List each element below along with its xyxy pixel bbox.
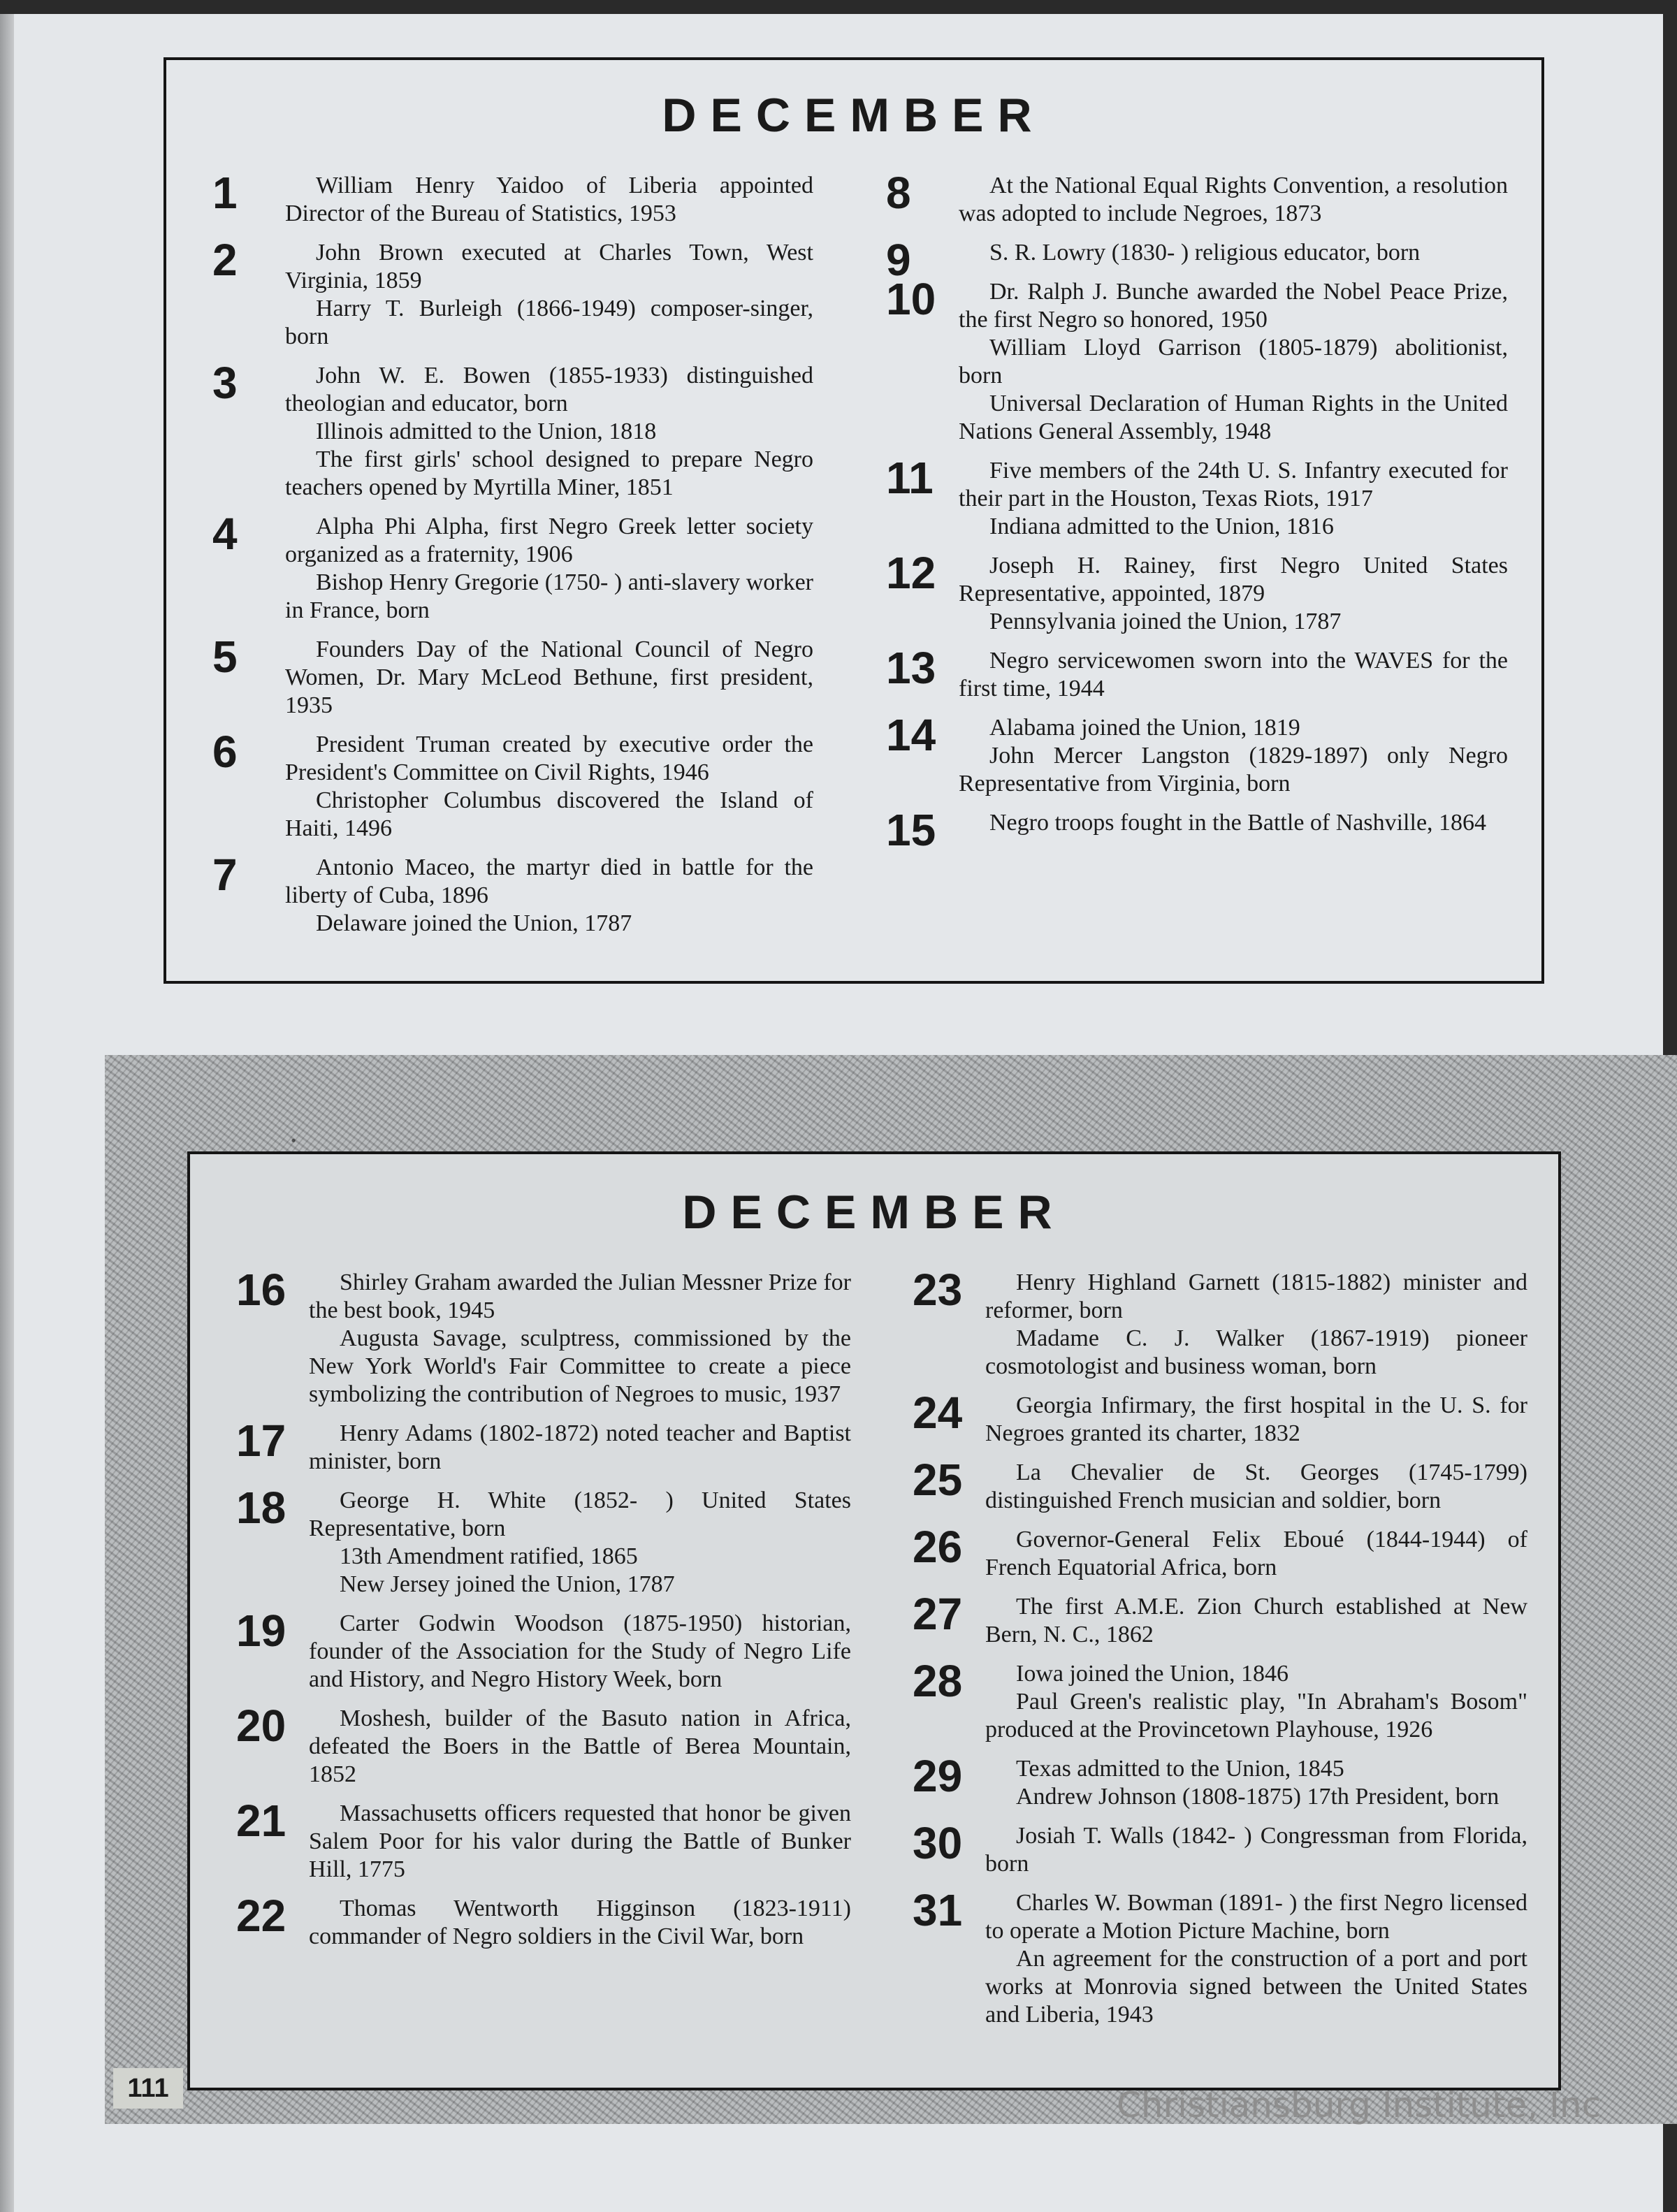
calendar-entry — [212, 235, 813, 351]
event-text: Delaware joined the Union, 1787 — [316, 910, 632, 936]
event-text: Henry Adams (1802-1872) noted teacher and Baptist minister, born — [309, 1420, 851, 1474]
calendar-entry — [236, 1701, 851, 1789]
day-number: 16 — [236, 1265, 286, 1315]
calendar-entry — [212, 632, 813, 720]
calendar-entry — [886, 168, 1508, 228]
event-text: William Henry Yaidoo of Liberia appointed Director of the Bureau of Statistics, 1953 — [285, 173, 813, 226]
event-text: Negro servicewomen sworn into the WAVES for the first time, 1944 — [959, 648, 1508, 701]
column-top-right — [886, 168, 1508, 855]
calendar-entry — [913, 1522, 1527, 1582]
calendar-entry — [913, 1455, 1527, 1515]
event-text: Texas admitted to the Union, 1845 — [1016, 1756, 1344, 1782]
calendar-entry — [212, 358, 813, 502]
day-number: 20 — [236, 1701, 286, 1751]
calendar-box-bottom — [187, 1151, 1561, 2090]
calendar-entry — [212, 509, 813, 625]
page-number: 111 — [113, 2068, 183, 2109]
event-text: Madame C. J. Walker (1867-1919) pioneer cosmotologist and business woman, born — [985, 1325, 1527, 1379]
event-text: William Lloyd Garrison (1805-1879) abolitionist, born — [959, 335, 1508, 388]
day-number: 7 — [212, 850, 238, 900]
day-number: 31 — [913, 1885, 963, 1935]
calendar-entry — [236, 1416, 851, 1476]
event-text: Joseph H. Rainey, first Negro United States Representative, appointed, 1879 — [959, 553, 1508, 606]
event-text: Indiana admitted to the Union, 1816 — [989, 514, 1334, 539]
calendar-entry — [236, 1796, 851, 1884]
event-text: Carter Godwin Woodson (1875-1950) historian, founder of the Association for the Study of Negro Life and History, and Negro History Week, born — [309, 1610, 851, 1692]
calendar-entry — [913, 1265, 1527, 1381]
event-text: Augusta Savage, sculptress, commissioned by the New York World's Fair Committee to create a piece symbolizing the contribution of Negroes to music, 1937 — [309, 1325, 851, 1407]
event-text: The first A.M.E. Zion Church established at New Bern, N. C., 1862 — [985, 1594, 1527, 1647]
event-text: The first girls' school designed to prepare Negro teachers opened by Myrtilla Miner, 1851 — [285, 446, 813, 500]
day-number: 3 — [212, 358, 238, 408]
event-text: Henry Highland Garnett (1815-1882) minister and reformer, born — [985, 1269, 1527, 1323]
event-text: George H. White (1852- ) United States Representative, born — [309, 1487, 851, 1541]
day-number: 17 — [236, 1416, 286, 1466]
event-text: Alabama joined the Union, 1819 — [989, 715, 1300, 741]
calendar-entry — [913, 1751, 1527, 1811]
event-text: John Mercer Langston (1829-1897) only Negro Representative from Virginia, born — [959, 743, 1508, 796]
day-number: 13 — [886, 643, 936, 693]
calendar-entry — [236, 1483, 851, 1599]
event-text: Shirley Graham awarded the Julian Messner Prize for the best book, 1945 — [309, 1269, 851, 1323]
event-text: Dr. Ralph J. Bunche awarded the Nobel Peace Prize, the first Negro so honored, 1950 — [959, 279, 1508, 333]
calendar-entry — [212, 168, 813, 228]
day-number: 18 — [236, 1483, 286, 1533]
day-number: 5 — [212, 632, 238, 682]
event-text: Harry T. Burleigh (1866-1949) composer-singer, born — [285, 296, 813, 349]
calendar-entry — [913, 1885, 1527, 2029]
calendar-entry — [886, 453, 1508, 541]
calendar-entry — [212, 850, 813, 938]
event-text: Alpha Phi Alpha, first Negro Greek letter society organized as a fraternity, 1906 — [285, 514, 813, 567]
calendar-entry — [913, 1388, 1527, 1448]
calendar-entry — [236, 1265, 851, 1409]
column-bottom-right — [913, 1265, 1527, 2040]
event-text: Christopher Columbus discovered the Island of Haiti, 1496 — [285, 787, 813, 841]
day-number: 12 — [886, 548, 936, 598]
event-text: Antonio Maceo, the martyr died in battle for the liberty of Cuba, 1896 — [285, 854, 813, 908]
day-number: 28 — [913, 1656, 963, 1706]
watermark: Christiansburg Institute, Inc — [1117, 2085, 1602, 2125]
calendar-entry — [236, 1606, 851, 1694]
column-top-left — [212, 168, 813, 949]
day-number: 23 — [913, 1265, 963, 1315]
event-text: New Jersey joined the Union, 1787 — [340, 1571, 675, 1597]
calendar-entry — [913, 1589, 1527, 1649]
calendar-entry — [886, 235, 1508, 285]
event-text: Georgia Infirmary, the first hospital in the U. S. for Negroes granted its charter, 1832 — [985, 1392, 1527, 1446]
calendar-entry — [212, 727, 813, 843]
day-number: 4 — [212, 509, 238, 559]
day-number: 21 — [236, 1796, 286, 1846]
event-text: Thomas Wentworth Higginson (1823-1911) commander of Negro soldiers in the Civil War, born — [309, 1896, 851, 1949]
calendar-entry — [236, 1891, 851, 1951]
event-text: Massachusetts officers requested that honor be given Salem Poor for his valor during the Battle of Bunker Hill, 1775 — [309, 1800, 851, 1882]
day-number: 10 — [886, 274, 936, 324]
event-text: Moshesh, builder of the Basuto nation in Africa, defeated the Boers in the Battle of Berea Mountain, 1852 — [309, 1705, 851, 1787]
event-text: Five members of the 24th U. S. Infantry executed for their part in the Houston, Texas Riots, 1917 — [959, 458, 1508, 511]
day-number: 24 — [913, 1388, 963, 1438]
event-text: Illinois admitted to the Union, 1818 — [316, 419, 657, 444]
calendar-entry — [886, 805, 1508, 855]
event-text: Andrew Johnson (1808-1875) 17th President, born — [1016, 1784, 1500, 1810]
event-text: Pennsylvania joined the Union, 1787 — [989, 609, 1342, 634]
day-number: 6 — [212, 727, 238, 777]
event-text: An agreement for the construction of a port and port works at Monrovia signed between the United States and Liberia, 1943 — [985, 1946, 1527, 2028]
event-text: Governor-General Felix Eboué (1844-1944) of French Equatorial Africa, born — [985, 1527, 1527, 1580]
day-number: 30 — [913, 1818, 963, 1868]
event-text: John W. E. Bowen (1855-1933) distinguished theologian and educator, born — [285, 363, 813, 416]
day-number: 15 — [886, 805, 936, 855]
calendar-entry — [886, 274, 1508, 446]
event-text: Josiah T. Walls (1842- ) Congressman from Florida, born — [985, 1823, 1527, 1877]
event-text: S. R. Lowry (1830- ) religious educator, born — [989, 240, 1421, 265]
calendar-entry — [886, 643, 1508, 703]
day-number: 22 — [236, 1891, 286, 1941]
event-text: Iowa joined the Union, 1846 — [1016, 1661, 1288, 1687]
event-text: 13th Amendment ratified, 1865 — [340, 1543, 638, 1569]
event-text: Negro troops fought in the Battle of Nashville, 1864 — [989, 810, 1487, 836]
calendar-title-bottom: DECEMBER — [682, 1186, 1066, 1239]
day-number: 19 — [236, 1606, 286, 1656]
event-text: Bishop Henry Gregorie (1750- ) anti-slavery worker in France, born — [285, 569, 813, 623]
day-number: 29 — [913, 1751, 963, 1801]
event-text: President Truman created by executive order the President's Committee on Civil Rights, 1946 — [285, 732, 813, 785]
day-number: 1 — [212, 168, 238, 218]
day-number: 14 — [886, 710, 936, 760]
day-number: 27 — [913, 1589, 963, 1639]
day-number: 2 — [212, 235, 238, 285]
day-number: 11 — [886, 453, 934, 503]
event-text: John Brown executed at Charles Town, West Virginia, 1859 — [285, 240, 813, 293]
calendar-entry — [886, 548, 1508, 636]
day-number: 9 — [886, 235, 911, 285]
calendar-entry — [913, 1656, 1527, 1744]
event-text: La Chevalier de St. Georges (1745-1799) distinguished French musician and soldier, born — [985, 1460, 1527, 1513]
event-text: Paul Green's realistic play, "In Abraham's Bosom" produced at the Provincetown Playhouse, 1926 — [985, 1689, 1527, 1742]
calendar-box-top — [164, 57, 1544, 984]
column-bottom-left — [236, 1265, 851, 1962]
event-text: Charles W. Bowman (1891- ) the first Negro licensed to operate a Motion Picture Machine, born — [985, 1890, 1527, 1944]
day-number: 8 — [886, 168, 911, 218]
event-text: At the National Equal Rights Convention, a resolution was adopted to include Negroes, 1873 — [959, 173, 1508, 226]
calendar-title-top: DECEMBER — [662, 89, 1046, 142]
event-text: Universal Declaration of Human Rights in the United Nations General Assembly, 1948 — [959, 391, 1508, 444]
day-number: 25 — [913, 1455, 963, 1505]
day-number: 26 — [913, 1522, 963, 1572]
calendar-entry — [913, 1818, 1527, 1878]
calendar-entry — [886, 710, 1508, 798]
event-text: Founders Day of the National Council of Negro Women, Dr. Mary McLeod Bethune, first president, 1935 — [285, 636, 813, 718]
